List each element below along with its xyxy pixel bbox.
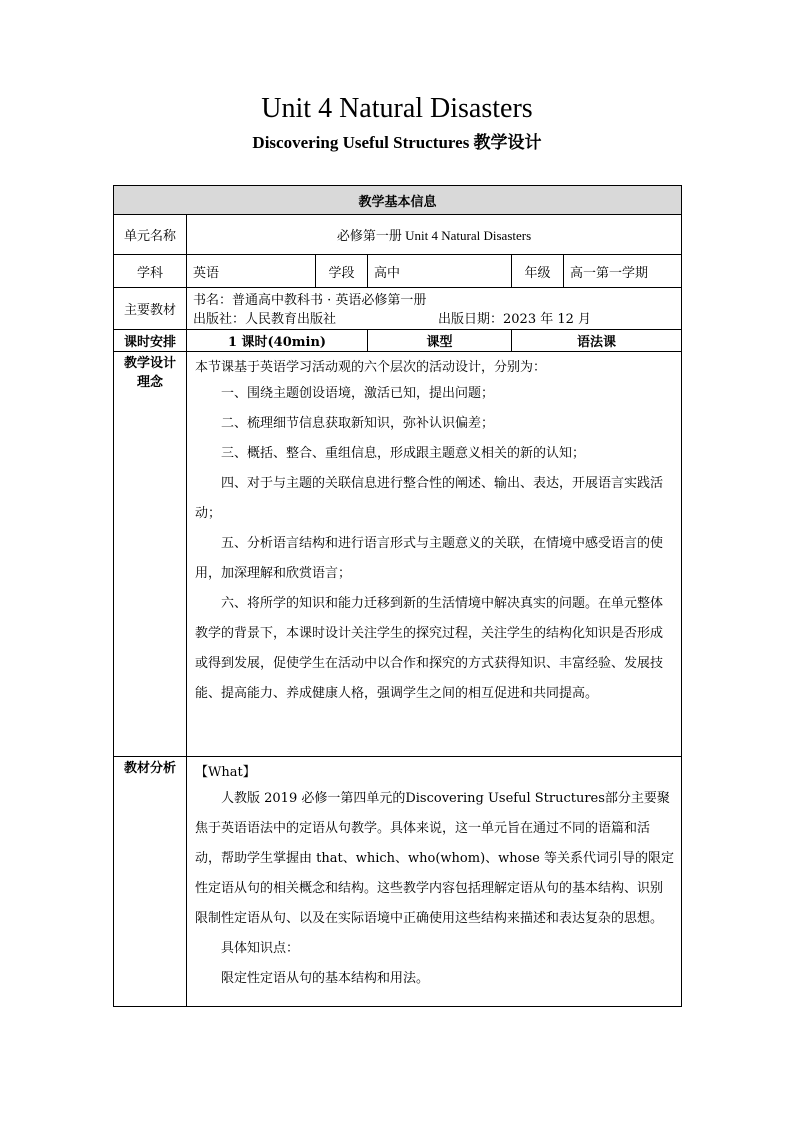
teaching-info-table — [113, 185, 682, 1007]
grade-value: 高一第一学期 — [564, 255, 682, 288]
material-publish-row — [193, 310, 681, 329]
concept-paragraph: 四、对于与主题的关联信息进行整合性的阐述、输出、表达，开展语言实践活动； — [195, 476, 664, 521]
document-title: Unit 4 Natural Disasters — [261, 93, 533, 124]
concept-paragraph: 三、概括、整合、重组信息，形成跟主题意义相关的新的认知； — [221, 446, 586, 461]
schedule-value: 1 课时(40min) — [187, 330, 368, 352]
unit-name-value: 必修第一册 Unit 4 Natural Disasters — [187, 215, 682, 255]
material-label: 主要教材 — [114, 288, 187, 330]
analysis-label: 教材分析 — [114, 757, 187, 1007]
analysis-content — [187, 757, 682, 1007]
concept-paragraph: 本节课基于英语学习活动观的六个层次的活动设计，分别为： — [195, 360, 547, 375]
concept-label-line-2: 理念 — [136, 375, 163, 390]
analysis-paragraph: 人教版 2019 必修一第四单元的Discovering Useful Structures部分主要聚焦于英语语法中的定语从句教学。具体来说，这一单元旨在通过不同的语篇和活动，帮助学生掌握由 that、which、who(whom)、whose 等关系代词引导的限定性定语从句的相关概念和结构。这些教学内容包括理解定语从句的基本结构、识别限制性定语从句、以及在实际语境中正确使用这些结构来描述和表达复杂的思想。 — [195, 791, 674, 926]
analysis-paragraph: 具体知识点： — [221, 941, 300, 956]
material-book: 书名：普通高中教科书 · 英语必修第一册 — [193, 292, 427, 308]
concept-label — [114, 352, 187, 757]
concept-paragraph: 二、梳理细节信息获取新知识，弥补认识偏差； — [221, 416, 495, 431]
document-subtitle: Discovering Useful Structures 教学设计 — [252, 133, 542, 152]
unit-name-label: 单元名称 — [114, 215, 187, 255]
material-value — [187, 288, 682, 330]
material-publisher: 出版社：人民教育出版社 — [193, 311, 337, 327]
concept-paragraph: 一、围绕主题创设语境，激活已知，提出问题； — [221, 386, 495, 401]
subject-label: 学科 — [114, 255, 187, 288]
concept-paragraph: 五、分析语言结构和进行语言形式与主题意义的关联，在情境中感受语言的使用，加深理解和欣赏语言； — [195, 536, 664, 581]
type-value: 语法课 — [512, 330, 682, 352]
schedule-label: 课时安排 — [114, 330, 187, 352]
subject-value: 英语 — [187, 255, 316, 288]
table-header: 教学基本信息 — [114, 186, 682, 215]
grade-label: 年级 — [512, 255, 564, 288]
analysis-paragraph: 【What】 — [195, 765, 256, 780]
concept-content — [187, 352, 682, 757]
stage-label: 学段 — [316, 255, 368, 288]
stage-value: 高中 — [368, 255, 512, 288]
material-date: 出版日期：2023 年 12 月 — [438, 311, 592, 327]
type-label: 课型 — [368, 330, 512, 352]
analysis-paragraph: 限定性定语从句的基本结构和用法。 — [221, 971, 430, 986]
concept-paragraph: 六、将所学的知识和能力迁移到新的生活情境中解决真实的问题。在单元整体教学的背景下，本课时设计关注学生的探究过程，关注学生的结构化知识是否形成或得到发展，促使学生在活动中以合作和探究的方式获得知识、丰富经验、发展技能、提高能力、养成健康人格，强调学生之间的相互促进和共同提高。 — [195, 596, 664, 701]
concept-label-line-1: 教学设计 — [123, 356, 176, 371]
